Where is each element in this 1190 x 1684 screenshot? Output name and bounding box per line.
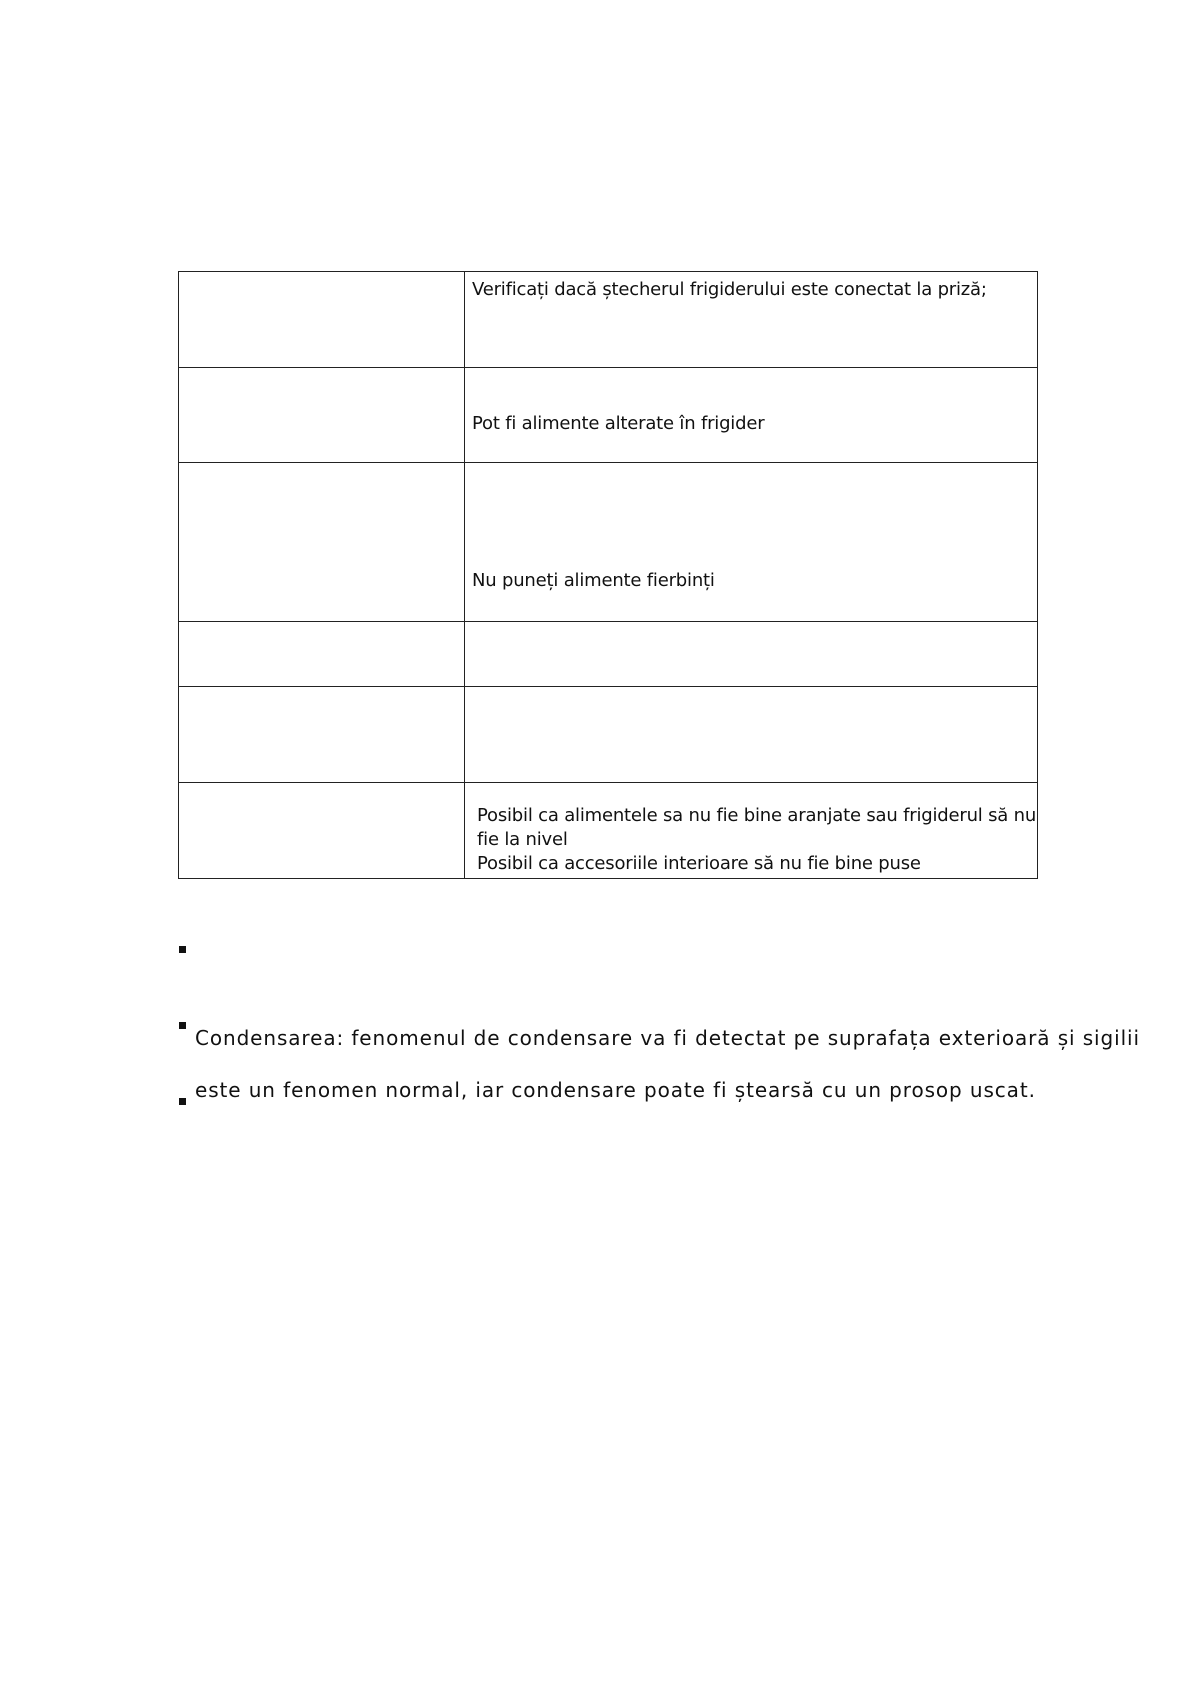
problem-cell	[179, 783, 465, 879]
square-bullet-icon	[179, 1098, 186, 1105]
solution-cell	[465, 368, 1038, 463]
problem-cell	[179, 272, 465, 368]
solution-cell	[465, 463, 1038, 622]
solution-cell	[465, 622, 1038, 687]
table-row	[179, 622, 1038, 687]
table-row	[179, 368, 1038, 463]
solution-line: fie la nivel	[477, 829, 568, 850]
problem-cell	[179, 687, 465, 783]
condensation-line-1: Condensarea: fenomenul de condensare va fi detectat pe suprafața exterioară și sigilii	[195, 1026, 1140, 1050]
problem-cell	[179, 622, 465, 687]
table-row	[179, 463, 1038, 622]
solution-text: Pot fi alimente alterate în frigider	[472, 413, 765, 434]
solution-cell	[465, 783, 1038, 879]
solution-text: Nu puneți alimente fierbinți	[472, 570, 715, 591]
problem-cell	[179, 463, 465, 622]
solution-line: Posibil ca accesoriile interioare să nu fie bine puse	[477, 853, 921, 874]
solution-text	[465, 783, 1037, 876]
troubleshooting-table	[178, 271, 1038, 879]
solution-cell	[465, 272, 1038, 368]
problem-cell	[179, 368, 465, 463]
square-bullet-icon	[179, 1022, 186, 1029]
solution-text: Verificați dacă ștecherul frigiderului este conectat la priză;	[472, 279, 987, 300]
condensation-note	[195, 1012, 1140, 1116]
table-row	[179, 687, 1038, 783]
table-row	[179, 783, 1038, 879]
condensation-line-2: este un fenomen normal, iar condensare poate fi ștearsă cu un prosop uscat.	[195, 1078, 1036, 1102]
solution-line: Posibil ca alimentele sa nu fie bine aranjate sau frigiderul să nu	[477, 805, 1037, 826]
solution-cell	[465, 687, 1038, 783]
table-row	[179, 272, 1038, 368]
square-bullet-icon	[179, 946, 186, 953]
